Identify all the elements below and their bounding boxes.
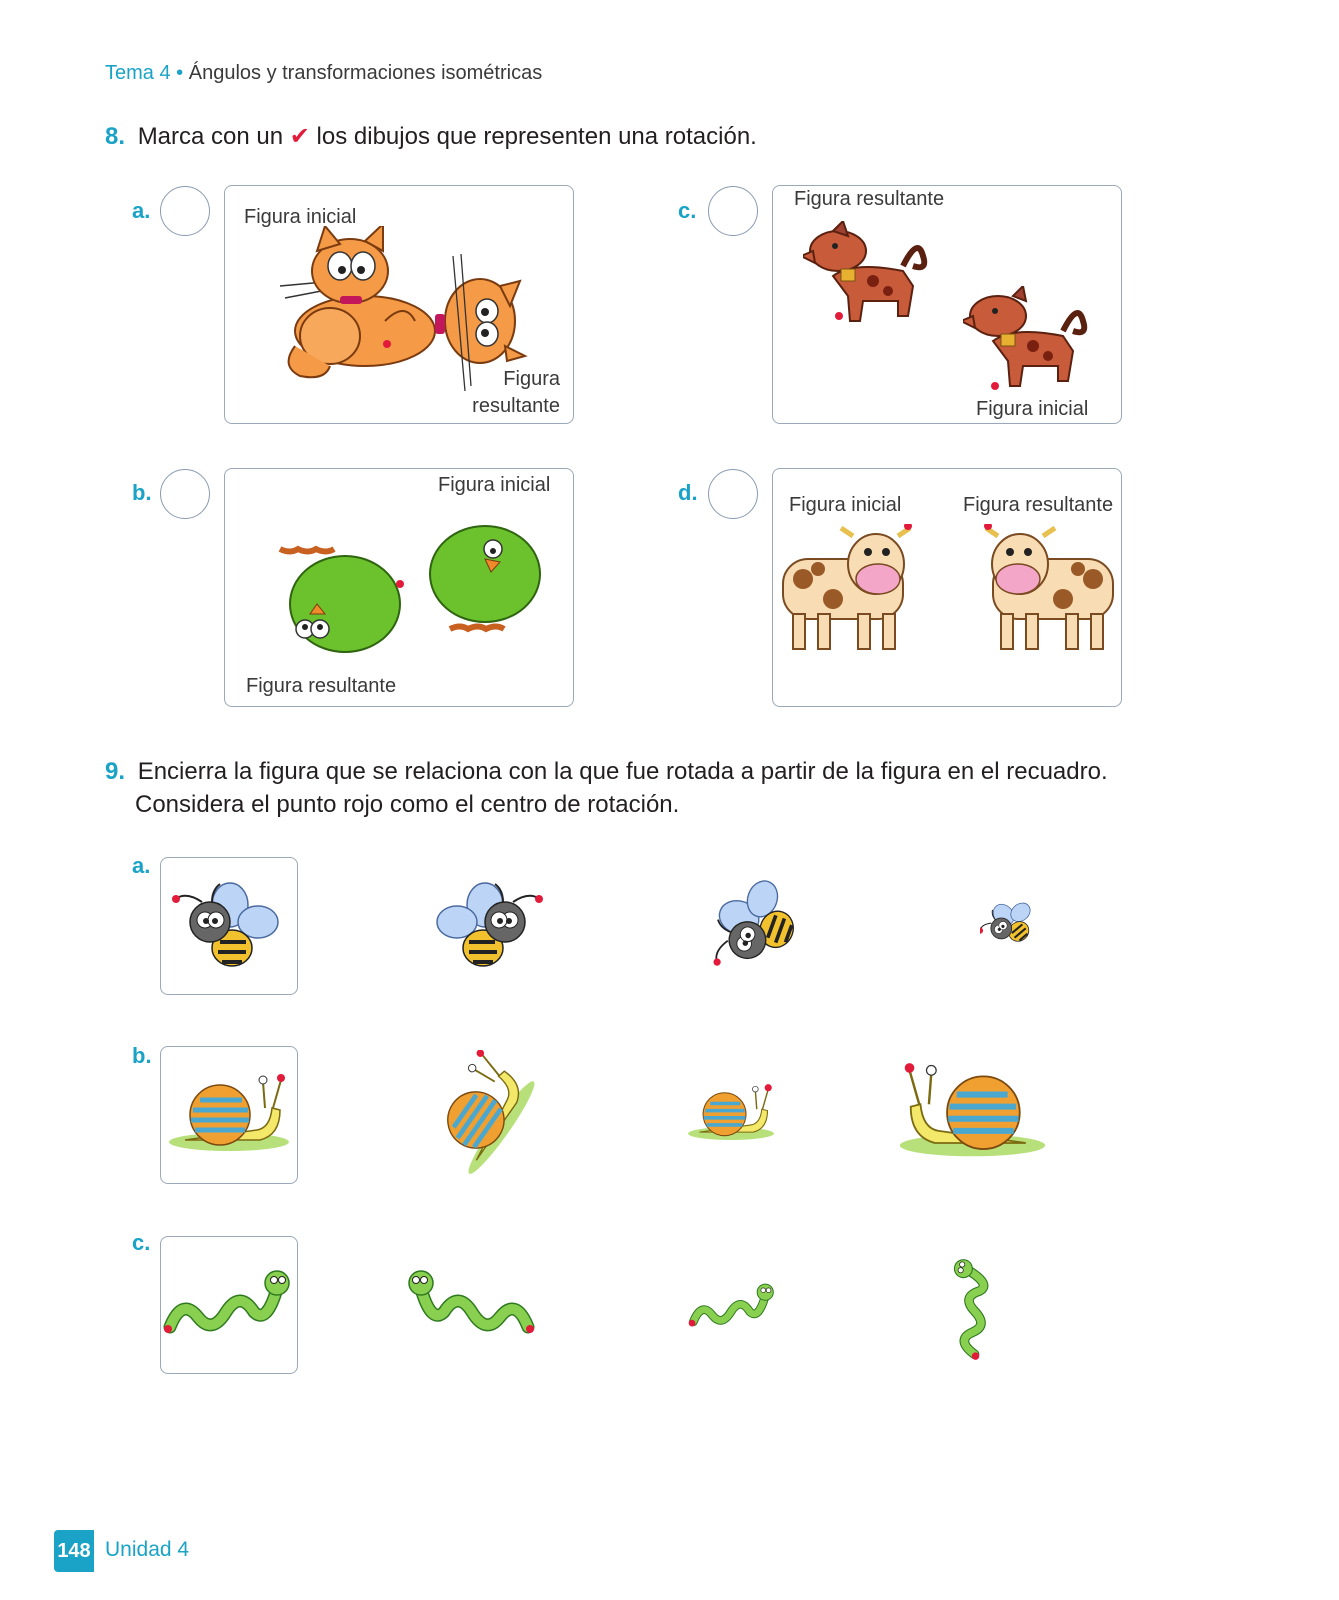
snail-icon (895, 1058, 1050, 1165)
answer-circle-c[interactable] (708, 186, 758, 236)
item-label-c: c. (678, 198, 697, 223)
caption-initial: Figura inicial (438, 474, 551, 496)
snail-icon (685, 1082, 777, 1145)
bee-icon (170, 880, 285, 975)
snail-icon (165, 1070, 293, 1158)
question-number: 8. (105, 123, 126, 150)
answer-circle-a[interactable] (160, 186, 210, 236)
cow-icon (778, 524, 918, 654)
worm-icon (920, 1240, 1020, 1375)
page-number: 148 (54, 1530, 94, 1572)
caption-result: Figura resultante (794, 188, 945, 210)
question-number: 9. (105, 758, 126, 785)
bird-icon (265, 504, 545, 674)
worm-icon (162, 1265, 296, 1345)
bee-icon (980, 895, 1040, 955)
theme-title: Ángulos y transformaciones isométricas (188, 62, 543, 84)
question-text-line2: Considera el punto rojo como el centro de rotación. (135, 791, 680, 818)
snail-icon (420, 1050, 540, 1175)
running-header (105, 62, 542, 85)
dog-icon (963, 286, 1093, 396)
question-text-start: Marca con un (137, 123, 284, 150)
bee-icon (705, 875, 810, 980)
worm-icon (402, 1265, 536, 1345)
cat-icon (275, 226, 535, 396)
answer-circle-b[interactable] (160, 469, 210, 519)
card-8d (772, 468, 1122, 707)
dog-icon (803, 221, 933, 331)
item-label-a: a. (132, 198, 151, 223)
answer-circle-d[interactable] (708, 469, 758, 519)
question-8 (105, 120, 1255, 153)
caption-initial: Figura inicial (976, 398, 1089, 420)
checkmark-icon: ✔ (289, 123, 310, 150)
caption-initial: Figura inicial (244, 206, 357, 228)
row-label-b: b. (132, 1043, 152, 1068)
item-label-d: d. (678, 480, 698, 505)
worm-icon (688, 1280, 778, 1334)
card-8c (772, 185, 1122, 424)
card-8b (224, 468, 574, 707)
caption-result: Figura resultante (246, 675, 397, 697)
cow-icon (978, 524, 1118, 654)
item-label-b: b. (132, 480, 152, 505)
row-label-c: c. (132, 1230, 151, 1255)
bee-icon (430, 880, 545, 975)
row-label-a: a. (132, 853, 151, 878)
caption-initial: Figura inicial (789, 494, 902, 516)
question-text-end: los dibujos que representen una rotación. (316, 123, 757, 150)
card-8a (224, 185, 574, 424)
unit-label: Unidad 4 (105, 1538, 190, 1561)
question-text-line1: Encierra la figura que se relaciona con la que fue rotada a partir de la figura en el recuadro. (137, 758, 1108, 785)
theme-number: Tema 4 (105, 62, 171, 84)
header-separator: • (176, 62, 184, 84)
caption-result: Figura resultante (472, 368, 560, 417)
question-9 (105, 755, 1255, 821)
caption-result: Figura resultante (963, 494, 1114, 516)
